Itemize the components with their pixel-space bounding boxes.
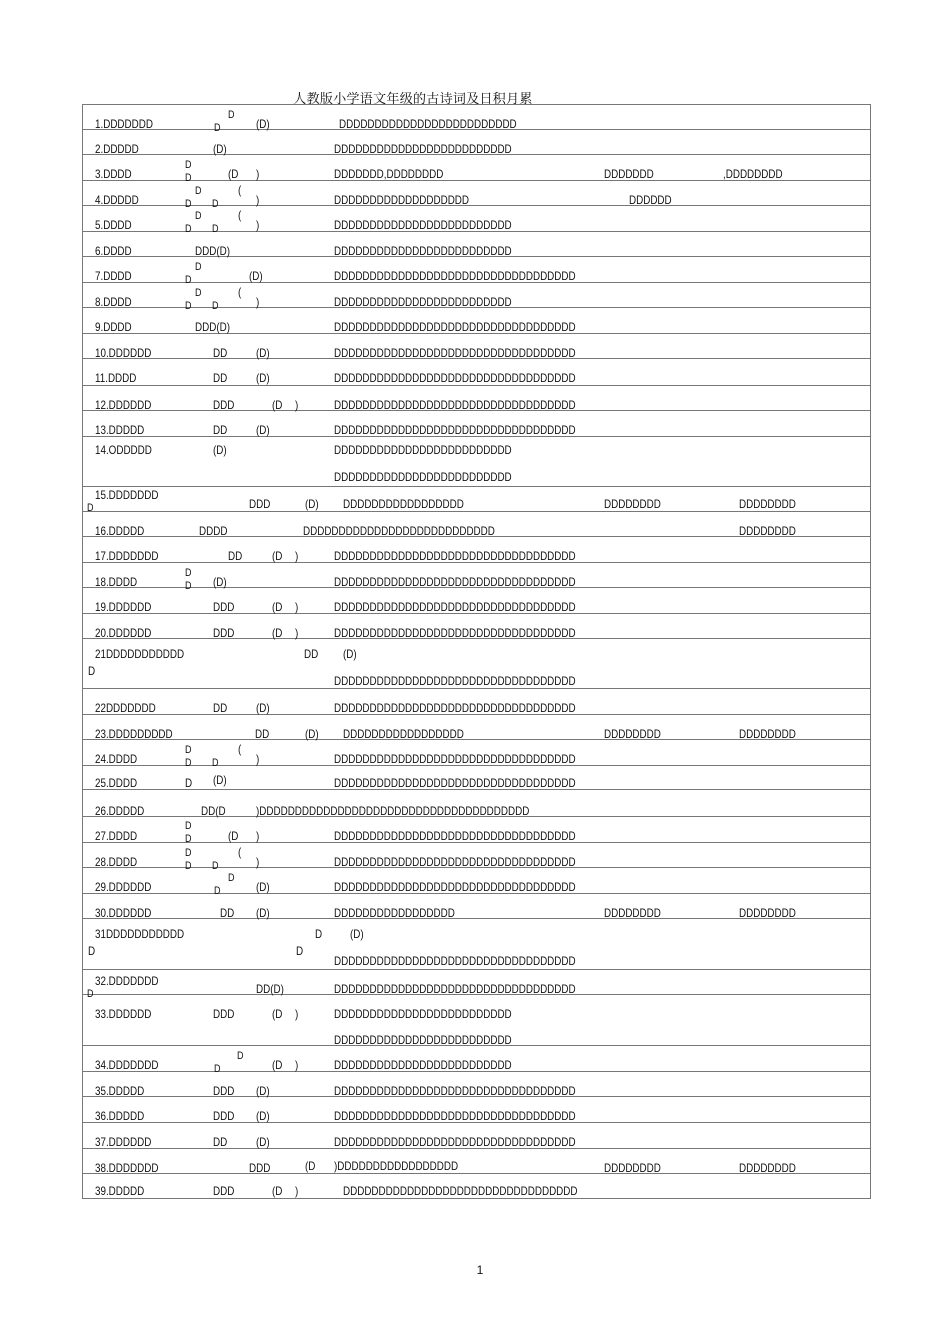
- table-cell: (D): [256, 880, 270, 894]
- table-cell: 19.DDDDDD: [95, 600, 152, 614]
- table-cell: DDDDDDDDDDDDDDDDD: [343, 497, 464, 511]
- table-cell: 6.DDDD: [95, 244, 132, 258]
- table-cell: 37.DDDDDD: [95, 1135, 152, 1149]
- table-cell: ): [256, 829, 260, 843]
- table-cell: DD: [213, 371, 228, 385]
- table-cell: (D): [213, 142, 227, 156]
- table-cell: DDD: [213, 1109, 235, 1123]
- table-cell: (: [238, 845, 242, 859]
- table-cell: (D: [272, 1184, 283, 1198]
- table-cell: (D): [256, 1084, 270, 1098]
- table-cell: (D): [213, 443, 227, 457]
- table-cell: 28.DDDD: [95, 855, 138, 869]
- table-cell: (D: [272, 600, 283, 614]
- table-cell: DDDDDDDDDDDDDDDDDDDDDDDDD: [334, 1058, 512, 1072]
- table-cell: 14.ODDDDD: [95, 443, 152, 457]
- table-row: [83, 919, 870, 970]
- table-row: [83, 1174, 870, 1198]
- table-cell: DDDDDDD: [604, 167, 654, 181]
- table-cell: DDDDDDDDDDDDDDDDDDDDDDDDDDDDDDDDDD: [334, 269, 576, 283]
- table-cell: (D): [256, 906, 270, 920]
- table-cell: (D): [256, 117, 270, 131]
- table-cell: 39.DDDDD: [95, 1184, 145, 1198]
- table-cell: DDDDDDD,DDDDDDDD: [334, 167, 444, 181]
- table-cell: (D): [256, 423, 270, 437]
- table-cell: ): [256, 193, 260, 207]
- table-cell: DDDDDDDD: [604, 906, 661, 920]
- table-cell: 2.DDDDD: [95, 142, 139, 156]
- table-cell: (D): [213, 575, 227, 589]
- table-cell: DDDDDDDDDDDDDDDDDDDDDDDDDDDDDDDDD: [343, 1184, 578, 1198]
- table-cell: (D: [272, 1007, 283, 1021]
- table-row: [83, 359, 870, 386]
- table-cell: (D): [256, 371, 270, 385]
- table-cell: DDDDDDDDDDDDDDDDDDDDDDDDDDDDDDDDDD: [334, 423, 576, 437]
- table-cell: DD: [228, 549, 243, 563]
- table-cell: (D): [213, 773, 227, 787]
- table-cell: (: [238, 183, 242, 197]
- table-cell: D: [212, 223, 219, 235]
- table-cell: 16.DDDDD: [95, 524, 145, 538]
- table-cell: DDDDDDDDDDDDDDDDDDDDDDDDDDDDDDDDDD: [334, 398, 576, 412]
- table-row: [83, 283, 870, 312]
- table-cell: DDDDDDDDDDDDDDDDDDDDDDDDDDDDDDDDDD: [334, 982, 576, 996]
- table-cell: DDD: [249, 1161, 271, 1175]
- table-cell: DDDDDDDDDDDDDDDDDDDDDDDDD: [334, 244, 512, 258]
- table-cell: 5.DDDD: [95, 218, 132, 232]
- table-cell: ): [256, 855, 260, 869]
- table-row: [83, 740, 870, 769]
- table-cell: 38.DDDDDDD: [95, 1161, 159, 1175]
- table-cell: ): [256, 295, 260, 309]
- table-cell: DDDDDDDDDDDDDDDDDDDDDDDDDDDDDDDDDD: [334, 575, 576, 589]
- table-cell: ): [295, 1007, 299, 1021]
- table-cell: D: [214, 1063, 221, 1075]
- table-cell: DDD: [213, 1084, 235, 1098]
- table-cell: DDDDDDDDDDDDDDDDDDDDDDDDD: [334, 1007, 512, 1021]
- table-row: [83, 817, 870, 843]
- table-cell: 12.DDDDDD: [95, 398, 152, 412]
- table-row: [83, 868, 870, 897]
- table-cell: (D: [228, 167, 239, 181]
- table-cell: D: [87, 502, 94, 514]
- table-cell: 29.DDDDDD: [95, 880, 152, 894]
- table-cell: ): [256, 752, 260, 766]
- table-cell: DD(D: [201, 804, 226, 818]
- table-cell: (D: [272, 398, 283, 412]
- table-row: [83, 1072, 870, 1097]
- table-row: [83, 766, 870, 790]
- table-row: [83, 257, 870, 286]
- table-cell: DDDDDDDDDDDDDDDDDDDDDDDDDDDDDDDDDD: [334, 346, 576, 360]
- table-row: [83, 790, 870, 817]
- table-cell: 7.DDDD: [95, 269, 132, 283]
- table-cell: DD: [213, 423, 228, 437]
- table-cell: D: [88, 944, 96, 958]
- table-cell: D: [185, 833, 192, 845]
- table-row: [83, 639, 870, 689]
- table-cell: DDDDDDDDDDDDDDDDDDDDDDDDDDDDDDDDDD: [334, 1135, 576, 1149]
- table-cell: 13.DDDDD: [95, 423, 145, 437]
- table-cell: DDDDDDDD: [739, 497, 796, 511]
- table-cell: 8.DDDD: [95, 295, 132, 309]
- table-cell: D: [228, 109, 235, 121]
- table-cell: 32.DDDDDDD: [95, 974, 159, 988]
- table-row: [83, 843, 870, 872]
- table-cell: D: [185, 757, 192, 769]
- table-cell: D: [185, 300, 192, 312]
- table-row: [83, 308, 870, 334]
- table-cell: 1.DDDDDDD: [95, 117, 153, 131]
- table-cell: DDDDDDDDDDDDDDDDDDDDDDDDDDDDDDDDDD: [334, 1084, 576, 1098]
- table-cell: 11.DDDD: [95, 371, 137, 385]
- table-cell: ): [256, 218, 260, 232]
- table-cell: DDD: [213, 626, 235, 640]
- table-cell: ): [256, 167, 260, 181]
- table-cell: DD: [255, 727, 270, 741]
- table-cell: DDDDDDDDDDDDDDDDDDDDDDDDDDDDDDDDDD: [334, 752, 576, 766]
- table-row: [83, 563, 870, 592]
- table-cell: ): [295, 549, 299, 563]
- table-cell: 17.DDDDDDD: [95, 549, 159, 563]
- table-cell: DDDD: [199, 524, 228, 538]
- table-cell: 18.DDDD: [95, 575, 138, 589]
- table-cell: DDD(D): [195, 320, 230, 334]
- table-row: [83, 512, 870, 537]
- table-cell: D: [214, 122, 221, 134]
- table-cell: DDD: [213, 1184, 235, 1198]
- table-row: [83, 437, 870, 487]
- table-row: [83, 995, 870, 1046]
- table-cell: D: [296, 944, 304, 958]
- table-cell: DDDDDDDDDDDDDDDDDDD: [334, 193, 470, 207]
- table-cell: D: [185, 198, 192, 210]
- table-cell: D: [212, 757, 219, 769]
- table-cell: (D): [256, 701, 270, 715]
- table-cell: ): [295, 1058, 299, 1072]
- table-cell: D: [87, 988, 94, 1000]
- table-cell: 27.DDDD: [95, 829, 138, 843]
- table-cell: DDDDDDDDDDDDDDDDDDDDDDDDDDDDDDDDDD: [334, 320, 576, 334]
- table-cell: DDDDDDDDDDDDDDDDDDDDDDDDDDDDDDDDDD: [334, 880, 576, 894]
- table-cell: D: [237, 1050, 244, 1062]
- table-cell: 23.DDDDDDDDD: [95, 727, 173, 741]
- table-cell: DD: [213, 1135, 228, 1149]
- table-cell: (: [238, 285, 242, 299]
- page-number: 1: [476, 1263, 484, 1277]
- table-cell: D: [185, 744, 192, 756]
- table-cell: (D): [350, 927, 364, 941]
- table-cell: DDDDDDDDDDDDDDDDDDDDDDDDDDDDDDDDDD: [334, 674, 576, 688]
- table-cell: DDDDDDDDDDDDDDDDDDDDDDDDDDDDDDDDDD: [334, 549, 576, 563]
- table-row: [83, 970, 870, 1000]
- table-cell: D: [185, 820, 192, 832]
- table-row: [83, 181, 870, 210]
- table-cell: DDDDDDDDDDDDDDDDDDDDDDDDDDD: [303, 524, 495, 538]
- table-row: [83, 1149, 870, 1174]
- table-cell: )DDDDDDDDDDDDDDDDDDDDDDDDDDDDDDDDDDDDDD: [256, 804, 530, 818]
- table-cell: D: [185, 159, 192, 171]
- table-cell: DDDDDDDDDDDDDDDDD: [334, 906, 455, 920]
- table-cell: DDD: [213, 600, 235, 614]
- table-cell: (D): [343, 647, 357, 661]
- table-cell: ): [295, 1184, 299, 1198]
- table-cell: (D): [249, 269, 263, 283]
- poem-table: [82, 104, 871, 1199]
- table-cell: 30.DDDDDD: [95, 906, 152, 920]
- table-cell: DDDDDD: [629, 193, 672, 207]
- table-cell: DD(D): [256, 982, 284, 996]
- table-row: [83, 1123, 870, 1149]
- table-cell: DDDDDDDDDDDDDDDDDDDDDDDDDDDDDDDDDD: [334, 1109, 576, 1123]
- table-cell: (D: [305, 1159, 316, 1173]
- table-cell: 35.DDDDD: [95, 1084, 145, 1098]
- table-cell: DDDDDDDD: [739, 1161, 796, 1175]
- table-cell: (D): [256, 346, 270, 360]
- table-cell: DDDDDDDDDDDDDDDDDDDDDDDDD: [334, 218, 512, 232]
- table-cell: DDDDDDDDDDDDDDDDDDDDDDDDDDDDDDDDDD: [334, 600, 576, 614]
- table-cell: (D: [272, 626, 283, 640]
- table-row: [83, 588, 870, 614]
- table-cell: D: [195, 210, 202, 222]
- table-row: [83, 487, 870, 512]
- table-cell: DDDDDDDDDDDDDDDDDDDDDDDDDDDDDDDDDD: [334, 371, 576, 385]
- table-cell: (D: [272, 549, 283, 563]
- table-cell: DDD: [249, 497, 271, 511]
- table-cell: D: [185, 567, 192, 579]
- table-cell: (D): [305, 497, 319, 511]
- table-cell: 4.DDDDD: [95, 193, 139, 207]
- table-cell: 26.DDDDD: [95, 804, 145, 818]
- table-cell: DDDDDDDDDDDDDDDDDDDDDDDDDDDDDDDDDD: [334, 626, 576, 640]
- table-row: [83, 1046, 870, 1075]
- table-cell: DDDDDDDD: [739, 906, 796, 920]
- table-cell: 36.DDDDD: [95, 1109, 145, 1123]
- table-cell: D: [195, 185, 202, 197]
- table-cell: D: [195, 261, 202, 273]
- table-cell: D: [315, 927, 323, 941]
- table-cell: (D: [272, 1058, 283, 1072]
- table-cell: (D): [256, 1109, 270, 1123]
- table-cell: D: [185, 580, 192, 592]
- table-cell: DDDDDDDDDDDDDDDDDDDDDDDDDDDDDDDDDD: [334, 776, 576, 790]
- table-cell: DDDDDDDDDDDDDDDDD: [343, 727, 464, 741]
- table-row: [83, 614, 870, 639]
- table-cell: DDDDDDDDDDDDDDDDDDDDDDDDDDDDDDDDDD: [334, 855, 576, 869]
- table-cell: 3.DDDD: [95, 167, 132, 181]
- table-cell: DD: [220, 906, 235, 920]
- table-cell: DD: [304, 647, 319, 661]
- table-cell: ): [295, 626, 299, 640]
- table-cell: 25.DDDD: [95, 776, 138, 790]
- table-cell: DDDDDDDDDDDDDDDDDDDDDDDDD: [334, 1033, 512, 1047]
- table-cell: DD: [213, 701, 228, 715]
- table-row: [83, 537, 870, 563]
- table-cell: D: [185, 172, 192, 184]
- table-cell: 15.DDDDDDD: [95, 488, 159, 502]
- table-cell: 24.DDDD: [95, 752, 138, 766]
- table-cell: D: [214, 885, 221, 897]
- table-cell: DDDDDDDD: [604, 727, 661, 741]
- table-row: [83, 689, 870, 715]
- table-row: [83, 386, 870, 411]
- table-row: [83, 894, 870, 919]
- table-cell: 31DDDDDDDDDDD: [95, 927, 185, 941]
- table-cell: DD: [213, 346, 228, 360]
- table-cell: D: [185, 274, 192, 286]
- table-cell: D: [185, 860, 192, 872]
- table-row: [83, 1097, 870, 1123]
- table-cell: ,DDDDDDDD: [723, 167, 783, 181]
- table-cell: DDDDDDDD: [604, 497, 661, 511]
- table-cell: D: [228, 872, 235, 884]
- table-row: [83, 411, 870, 437]
- table-cell: ): [295, 600, 299, 614]
- table-cell: DDDDDDDD: [604, 1161, 661, 1175]
- table-cell: D: [185, 223, 192, 235]
- table-cell: DDD: [213, 1007, 235, 1021]
- table-cell: )DDDDDDDDDDDDDDDDD: [334, 1159, 459, 1173]
- table-cell: DDDDDDDDDDDDDDDDDDDDDDDDD: [334, 443, 512, 457]
- table-cell: ): [295, 398, 299, 412]
- table-cell: (D): [305, 727, 319, 741]
- table-cell: (: [238, 742, 242, 756]
- table-row: [83, 130, 870, 155]
- table-cell: 33.DDDDDD: [95, 1007, 152, 1021]
- table-cell: D: [88, 664, 96, 678]
- table-cell: DDDDDDDDDDDDDDDDDDDDDDDDD: [339, 117, 517, 131]
- table-row: [83, 155, 870, 184]
- table-cell: DDDDDDDDDDDDDDDDDDDDDDDDD: [334, 142, 512, 156]
- table-row: [83, 206, 870, 235]
- table-row: [83, 334, 870, 359]
- table-cell: DDDDDDDDDDDDDDDDDDDDDDDDDDDDDDDDDD: [334, 954, 576, 968]
- table-cell: (D): [256, 1135, 270, 1149]
- table-cell: 9.DDDD: [95, 320, 132, 334]
- table-cell: DDDDDDDDDDDDDDDDDDDDDDDDDDDDDDDDDD: [334, 829, 576, 843]
- table-cell: DDD: [213, 398, 235, 412]
- table-cell: (D: [228, 829, 239, 843]
- table-cell: DDDDDDDDDDDDDDDDDDDDDDDDD: [334, 470, 512, 484]
- table-row: [83, 232, 870, 257]
- table-cell: D: [212, 300, 219, 312]
- table-cell: DDDDDDDDDDDDDDDDDDDDDDDDD: [334, 295, 512, 309]
- table-cell: DDDDDDDD: [739, 727, 796, 741]
- table-cell: 22DDDDDDD: [95, 701, 156, 715]
- table-cell: DDDDDDDD: [739, 524, 796, 538]
- table-cell: 10.DDDDDD: [95, 346, 152, 360]
- table-row: [83, 715, 870, 740]
- table-cell: 20.DDDDDD: [95, 626, 152, 640]
- table-cell: DDD(D): [195, 244, 230, 258]
- table-cell: 21DDDDDDDDDDD: [95, 647, 185, 661]
- table-cell: D: [212, 860, 219, 872]
- table-cell: (: [238, 208, 242, 222]
- table-cell: DDDDDDDDDDDDDDDDDDDDDDDDDDDDDDDDDD: [334, 701, 576, 715]
- table-cell: D: [195, 287, 202, 299]
- table-cell: 34.DDDDDDD: [95, 1058, 159, 1072]
- table-cell: D: [185, 847, 192, 859]
- table-cell: D: [185, 776, 193, 790]
- table-row: [83, 105, 870, 134]
- table-cell: D: [212, 198, 219, 210]
- document-title: 人教版小学语文年级的古诗词及日积月累: [293, 91, 533, 106]
